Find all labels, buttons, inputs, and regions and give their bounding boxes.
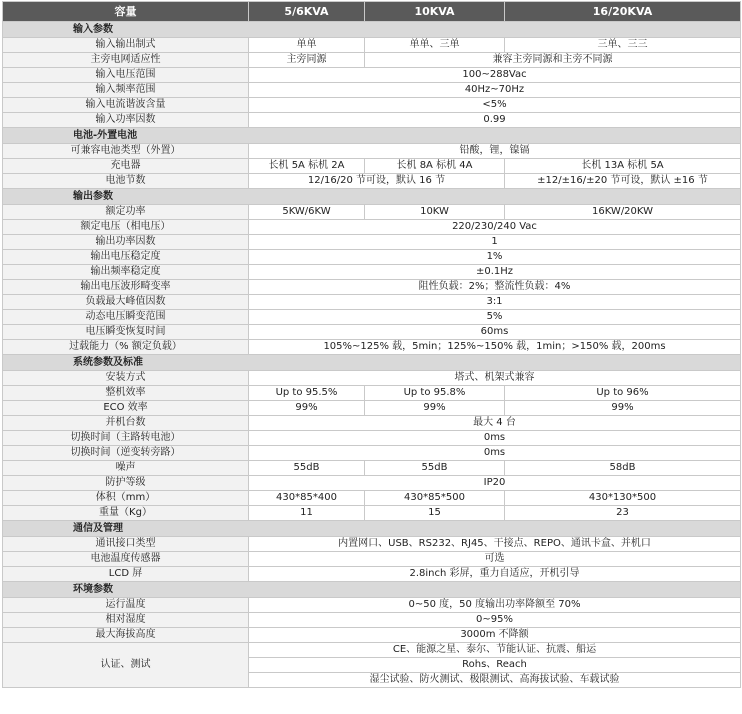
cell: Rohs、Reach bbox=[249, 658, 741, 673]
row-label: 相对湿度 bbox=[3, 613, 249, 628]
table-row bbox=[3, 431, 741, 446]
cell: 430*85*400 bbox=[249, 491, 365, 506]
row-label: 输入频率范围 bbox=[3, 83, 249, 98]
cell: 99% bbox=[505, 401, 741, 416]
cell: Up to 96% bbox=[505, 386, 741, 401]
cell: 10KW bbox=[365, 205, 505, 220]
cell: 58dB bbox=[505, 461, 741, 476]
cell: 0ms bbox=[249, 431, 741, 446]
table-row bbox=[3, 113, 741, 128]
section-title: 输入参数 bbox=[3, 22, 741, 38]
cell: Up to 95.5% bbox=[249, 386, 365, 401]
row-label: 输入功率因数 bbox=[3, 113, 249, 128]
row-label: 输入电压范围 bbox=[3, 68, 249, 83]
table-row bbox=[3, 401, 741, 416]
row-label: 过载能力（% 额定负载） bbox=[3, 340, 249, 355]
cell: 单单 bbox=[249, 38, 365, 53]
table-row bbox=[3, 98, 741, 113]
section-title: 环境参数 bbox=[3, 582, 741, 598]
cell: 0.99 bbox=[249, 113, 741, 128]
row-label: 输出电压稳定度 bbox=[3, 250, 249, 265]
cell: 23 bbox=[505, 506, 741, 521]
section-system bbox=[3, 355, 741, 371]
cell: 5% bbox=[249, 310, 741, 325]
cell: 长机 5A 标机 2A bbox=[249, 159, 365, 174]
cell: 湿尘试验、防火测试、极限测试、高海拔试验、车载试验 bbox=[249, 673, 741, 688]
table-row bbox=[3, 83, 741, 98]
row-label: LCD 屏 bbox=[3, 567, 249, 582]
section-title: 通信及管理 bbox=[3, 521, 741, 537]
table-row bbox=[3, 628, 741, 643]
cell: 1 bbox=[249, 235, 741, 250]
row-label: 输出频率稳定度 bbox=[3, 265, 249, 280]
row-label: 切换时间（主路转电池） bbox=[3, 431, 249, 446]
cell: 430*85*500 bbox=[365, 491, 505, 506]
table-row bbox=[3, 598, 741, 613]
row-label: 噪声 bbox=[3, 461, 249, 476]
header-row bbox=[3, 2, 741, 22]
row-label: 充电器 bbox=[3, 159, 249, 174]
cell: 可选 bbox=[249, 552, 741, 567]
cell: 阻性负载：2%；整流性负载：4% bbox=[249, 280, 741, 295]
cell: 99% bbox=[249, 401, 365, 416]
cell: 三单、三三 bbox=[505, 38, 741, 53]
cell: 塔式、机架式兼容 bbox=[249, 371, 741, 386]
row-label: 运行温度 bbox=[3, 598, 249, 613]
table-row bbox=[3, 38, 741, 53]
cell: 3:1 bbox=[249, 295, 741, 310]
table-row bbox=[3, 461, 741, 476]
table-row bbox=[3, 295, 741, 310]
table-row bbox=[3, 386, 741, 401]
table-row bbox=[3, 174, 741, 189]
cell: CE、能源之星、泰尔、节能认证、抗震、船运 bbox=[249, 643, 741, 658]
table-row bbox=[3, 416, 741, 431]
row-label: 安装方式 bbox=[3, 371, 249, 386]
cell: 55dB bbox=[249, 461, 365, 476]
section-title: 输出参数 bbox=[3, 189, 741, 205]
cell: ±12/±16/±20 节可设，默认 ±16 节 bbox=[505, 174, 741, 189]
cell: 40Hz~70Hz bbox=[249, 83, 741, 98]
table-row bbox=[3, 250, 741, 265]
section-output bbox=[3, 189, 741, 205]
cell: 铅酸，锂，镍镉 bbox=[249, 144, 741, 159]
table-row bbox=[3, 552, 741, 567]
row-label: 主旁电网适应性 bbox=[3, 53, 249, 68]
cell: 100~288Vac bbox=[249, 68, 741, 83]
cell: 单单、三单 bbox=[365, 38, 505, 53]
row-label: 切换时间（逆变转旁路） bbox=[3, 446, 249, 461]
cell: 12/16/20 节可设，默认 16 节 bbox=[249, 174, 505, 189]
cell: 430*130*500 bbox=[505, 491, 741, 506]
cell: 0ms bbox=[249, 446, 741, 461]
cell: 3000m 不降额 bbox=[249, 628, 741, 643]
table-row bbox=[3, 205, 741, 220]
section-env bbox=[3, 582, 741, 598]
section-title: 系统参数及标准 bbox=[3, 355, 741, 371]
row-label: 负载最大峰值因数 bbox=[3, 295, 249, 310]
cell: 11 bbox=[249, 506, 365, 521]
cell: 2.8inch 彩屏，重力自适应，开机引导 bbox=[249, 567, 741, 582]
section-input bbox=[3, 22, 741, 38]
spec-table bbox=[2, 1, 741, 688]
cell: 长机 13A 标机 5A bbox=[505, 159, 741, 174]
row-label: 认证、测试 bbox=[3, 643, 249, 688]
table-row bbox=[3, 340, 741, 355]
section-title: 电池-外置电池 bbox=[3, 128, 741, 144]
table-row bbox=[3, 476, 741, 491]
row-label: 额定功率 bbox=[3, 205, 249, 220]
cell: <5% bbox=[249, 98, 741, 113]
section-battery bbox=[3, 128, 741, 144]
table-row bbox=[3, 68, 741, 83]
table-row bbox=[3, 491, 741, 506]
table-row bbox=[3, 144, 741, 159]
header-capacity: 容量 bbox=[3, 2, 249, 22]
header-16-20kva: 16/20KVA bbox=[505, 2, 741, 22]
header-5-6kva: 5/6KVA bbox=[249, 2, 365, 22]
row-label: 整机效率 bbox=[3, 386, 249, 401]
table-row bbox=[3, 506, 741, 521]
header-10kva: 10KVA bbox=[365, 2, 505, 22]
table-row bbox=[3, 325, 741, 340]
cell: 内置网口、USB、RS232、RJ45、干接点、REPO、通讯卡盒、并机口 bbox=[249, 537, 741, 552]
cell: 主旁同源 bbox=[249, 53, 365, 68]
row-label: 通讯接口类型 bbox=[3, 537, 249, 552]
cell: ±0.1Hz bbox=[249, 265, 741, 280]
cell: 长机 8A 标机 4A bbox=[365, 159, 505, 174]
row-label: 额定电压（相电压） bbox=[3, 220, 249, 235]
cell: 105%~125% 载，5min；125%~150% 载，1min；>150% 载，200ms bbox=[249, 340, 741, 355]
row-label: 体积（mm） bbox=[3, 491, 249, 506]
table-row bbox=[3, 537, 741, 552]
table-row bbox=[3, 310, 741, 325]
table-row bbox=[3, 159, 741, 174]
cell: Up to 95.8% bbox=[365, 386, 505, 401]
row-label: 动态电压瞬变范围 bbox=[3, 310, 249, 325]
cell: 兼容主旁同源和主旁不同源 bbox=[365, 53, 741, 68]
row-label: ECO 效率 bbox=[3, 401, 249, 416]
row-label: 可兼容电池类型（外置） bbox=[3, 144, 249, 159]
table-row bbox=[3, 643, 741, 658]
row-label: 输入电流谐波含量 bbox=[3, 98, 249, 113]
cell: 0~95% bbox=[249, 613, 741, 628]
cell: 220/230/240 Vac bbox=[249, 220, 741, 235]
row-label: 重量（Kg） bbox=[3, 506, 249, 521]
table-row bbox=[3, 265, 741, 280]
cell: 1% bbox=[249, 250, 741, 265]
cell: 60ms bbox=[249, 325, 741, 340]
table-row bbox=[3, 446, 741, 461]
cell: 16KW/20KW bbox=[505, 205, 741, 220]
row-label: 电池节数 bbox=[3, 174, 249, 189]
cell: 15 bbox=[365, 506, 505, 521]
cell: 0~50 度，50 度输出功率降额至 70% bbox=[249, 598, 741, 613]
cell: 最大 4 台 bbox=[249, 416, 741, 431]
row-label: 并机台数 bbox=[3, 416, 249, 431]
table-row bbox=[3, 235, 741, 250]
row-label: 输出电压波形畸变率 bbox=[3, 280, 249, 295]
row-label: 电压瞬变恢复时间 bbox=[3, 325, 249, 340]
cell: 55dB bbox=[365, 461, 505, 476]
table-row bbox=[3, 280, 741, 295]
row-label: 输入输出制式 bbox=[3, 38, 249, 53]
table-row bbox=[3, 613, 741, 628]
cell: IP20 bbox=[249, 476, 741, 491]
row-label: 最大海拔高度 bbox=[3, 628, 249, 643]
cell: 5KW/6KW bbox=[249, 205, 365, 220]
row-label: 输出功率因数 bbox=[3, 235, 249, 250]
row-label: 防护等级 bbox=[3, 476, 249, 491]
table-row bbox=[3, 220, 741, 235]
table-row bbox=[3, 371, 741, 386]
table-row bbox=[3, 567, 741, 582]
row-label: 电池温度传感器 bbox=[3, 552, 249, 567]
section-comm bbox=[3, 521, 741, 537]
table-row bbox=[3, 53, 741, 68]
cell: 99% bbox=[365, 401, 505, 416]
